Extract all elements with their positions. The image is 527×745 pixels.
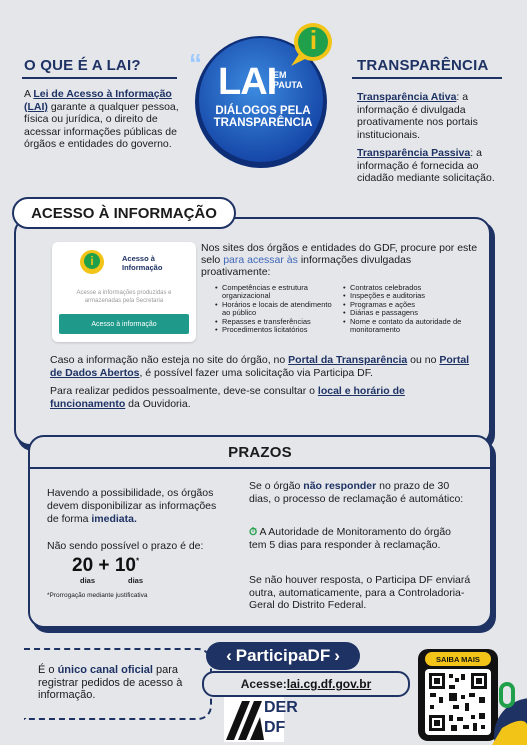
prazos-footnote: *Prorrogação mediante justificativa — [47, 592, 148, 599]
list-item: • Contratos celebrados — [342, 284, 482, 292]
chevron-right-icon: › — [334, 646, 340, 665]
lai-heading: O QUE É A LAI? — [24, 57, 141, 74]
quote-icon: “ — [189, 48, 202, 78]
qr-code[interactable] — [425, 669, 491, 735]
der-df-logo — [224, 697, 298, 742]
canal-text: É o único canal oficial para registrar pedidos de acesso à informação. — [38, 664, 183, 701]
chevron-left-icon: ‹ — [226, 646, 232, 665]
logo-line2: TRANSPARÊNCIA — [213, 117, 313, 129]
list-item: • Diárias e passagens — [342, 309, 482, 317]
list-item: • Inspeções e auditorias — [342, 292, 482, 300]
info-glyph: i — [84, 253, 100, 269]
local-horario-link[interactable]: local e horário de funcionamento — [50, 385, 405, 410]
list-item: • Repasses e transferências — [214, 318, 342, 326]
list-item: • Horários e locais de atendimento ao público — [214, 301, 342, 318]
transparencia-ativa: Transparência Ativa: a informação é divulgada proativamente nos portais institucionais. — [357, 91, 478, 141]
card-desc: Acesse a informações produzidas e armazenadas pela Secretaria — [76, 290, 172, 304]
passiva-link[interactable]: Transparência Passiva — [357, 147, 471, 159]
acesso-paragraph-1: Caso a informação não esteja no site do órgão, no Portal da Transparência ou no Portal de Dados Abertos, é possível fazer uma solicitação via Participa DF. — [50, 354, 470, 379]
prazos-left-text2: Não sendo possível o prazo é de: — [47, 540, 204, 552]
der-text: DER — [264, 699, 298, 716]
saiba-mais-badge[interactable]: SAIBA MAIS — [425, 652, 491, 666]
prazos-title: PRAZOS — [228, 444, 292, 461]
info-icon: i — [309, 25, 318, 55]
participadf-brand[interactable]: ‹ ParticipaDF › — [206, 642, 360, 670]
lai-link[interactable]: Lei de Acesso à Informação (LAI) — [24, 88, 172, 113]
logo-lai-text: LAI — [218, 61, 277, 103]
prazos-right-p3: Se não houver resposta, o Participa DF enviará outra, automaticamente, para a Controladoria-Geral do Distrito Federal. — [249, 574, 471, 611]
prazos-days-display: 20 + 10* — [72, 555, 140, 576]
prazos-left-text: Havendo a possibilidade, os órgãos devem disponibilizar as informações de forma imediata. — [47, 487, 217, 525]
prazos-divider — [28, 467, 492, 469]
corner-decoration — [492, 676, 527, 745]
timer-icon: ⏱ — [249, 526, 258, 538]
list-item: • Procedimentos licitatórios — [214, 326, 342, 334]
divider — [352, 77, 502, 79]
prazos-right-p2: ⏱ A Autoridade de Monitoramento do órgão tem 5 dias para responder à reclamação. — [249, 526, 452, 551]
lai-em-pauta-logo — [183, 22, 348, 172]
dias-label-1: dias — [80, 576, 96, 585]
list-item: • Programas e ações — [342, 301, 482, 309]
list-item: • Nome e contato da autoridade de monitoramento — [342, 318, 482, 335]
portal-transparencia-link[interactable]: Portal da Transparência — [288, 354, 408, 366]
lai-url-link[interactable]: lai.cg.df.gov.br — [286, 677, 372, 691]
logo-em-pauta: EM PAUTA — [273, 70, 303, 90]
transparencia-passiva: Transparência Passiva: a informação é fornecida ao cidadão mediante solicitação. — [357, 147, 495, 184]
df-text: DF — [264, 719, 286, 736]
logo-line1: DIÁLOGOS PELA — [215, 105, 311, 117]
divider — [22, 77, 177, 79]
acesso-title: ACESSO À INFORMAÇÃO — [12, 197, 236, 229]
acesso-informacao-button[interactable]: Acesso à informação — [59, 314, 189, 334]
portal-dados-abertos-link[interactable]: Portal de Dados Abertos — [50, 354, 470, 379]
prazos-right-p1: Se o órgão não responder no prazo de 30 dias, o processo de reclamação é automático: — [249, 480, 464, 505]
dias-label-2: dias — [128, 576, 144, 585]
acesse-box: Acesse: lai.cg.df.gov.br — [202, 671, 410, 697]
list-item: • Competências e estrutura organizacional — [214, 284, 342, 301]
acesso-intro: Nos sites dos órgãos e entidades do GDF, procure por este selo para acessar às informações divulgadas proativamente: — [201, 242, 478, 278]
acesso-selo-card[interactable] — [52, 242, 196, 342]
transparencia-heading: TRANSPARÊNCIA — [357, 57, 489, 74]
lai-intro: A Lei de Acesso à Informação (LAI) garante a qualquer pessoa, física ou jurídica, o direito de acessar informações públicas de órgãos e entidades do governo. — [24, 88, 179, 150]
list-right — [342, 284, 482, 334]
ativa-link[interactable]: Transparência Ativa — [357, 91, 457, 103]
card-title: Acesso à Informação — [122, 254, 163, 272]
acesso-paragraph-2: Para realizar pedidos pessoalmente, deve-se consultar o local e horário de funcionamento da Ouvidoria. — [50, 385, 405, 410]
list-left — [214, 284, 342, 334]
